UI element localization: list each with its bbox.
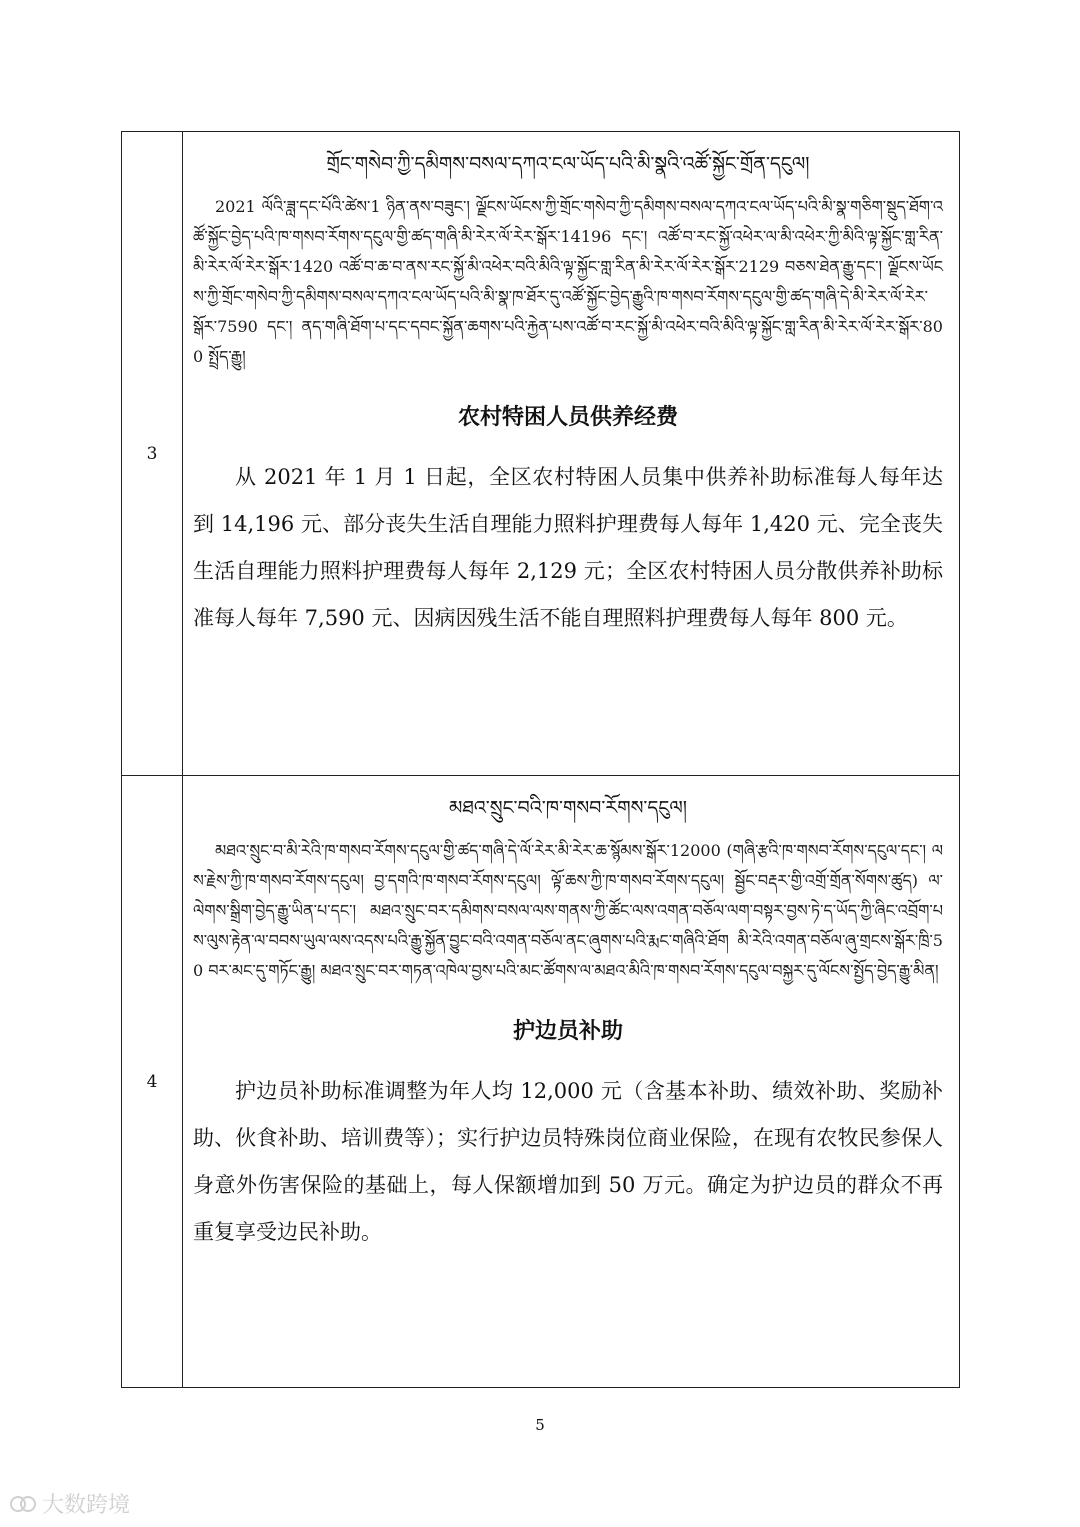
policy-table bbox=[121, 131, 960, 1388]
row-content bbox=[183, 776, 960, 1388]
watermark-text: 大数跨境 bbox=[42, 1493, 131, 1518]
chinese-title: 农村特困人员供养经费 bbox=[457, 404, 678, 430]
tibetan-title: མཐའ་སྲུང་བའི་ཁ་གསབ་རོགས་དངུལ། bbox=[449, 797, 687, 819]
watermark-logo-icon bbox=[10, 1494, 36, 1514]
tibetan-body: མཐའ་སྲུང་བ་མི་རེའི་ཁ་གསབ་རོགས་དངུལ་གྱི་ཚད་གཞི་དེ་ལོ་རེར་མི་རེར་ཆ་སྙོམས་སྒོར་12000 (གཞི་རྩའི་ཁ་གསབ་རོགས་དངུལ་དང་། ལས་རྗེས་ཀྱི་ཁ་གསབ་རོགས་དངུལ། བྱ་དགའི་ཁ་གསབ་རོགས་དངུལ། ལྟོ་ཆས་ཀྱི་ཁ་གསབ་རོགས་དངུལ། སྦྱོང་བརྡར་གྱི་འགྲོ་གྲོན་སོགས་ཚུད) ལ་ལེགས་སྒྲིག་བྱེད་རྒྱུ་ཡིན་པ་དང་། མཐའ་སྲུང་བར་དམིགས་བསལ་ལས་གནས་ཀྱི་ཚོང་ལས་འགན་བཅོལ་ལག་བསྟར་བྱས་ཏེ་ད་ཡོད་ཀྱི་ཞིང་འབྲོག་པས་ལུས་རྟེན་ལ་བབས་ཡུལ་ལས་འདས་པའི་རྒྱུ་སྐྱོན་བྱུང་བའི་འགན་བཅོལ་ནང་ཞུགས་པའི་རྨང་གཞིའི་ཐོག མི་རེའི་འགན་བཅོལ་ཞུ་གྲངས་སྒོར་ཁྲི་50 བར་མང་དུ་གཏོང་རྒྱུ། མཐའ་སྲུང་བར་གཏན་འཁེལ་བྱས་པའི་མང་ཚོགས་ལ་མཐའ་མིའི་ཁ་གསབ་རོགས་དངུལ་བསྐྱར་དུ་ལོངས་སྤྱོད་བྱེད་རྒྱུ་མིན། bbox=[193, 841, 943, 980]
row-number: 3 bbox=[122, 132, 183, 776]
table-row bbox=[122, 132, 960, 776]
chinese-body: 护边员补助标准调整为年人均 12,000 元（含基本补助、绩效补助、奖励补助、伙食补助、培训费等）；实行护边员特殊岗位商业保险，在现有农牧民参保人身意外伤害保险的基础上，每人保额增加到 50 万元。确定为护边员的群众不再重复享受边民补助。 bbox=[193, 1079, 943, 1244]
tibetan-title: གྲོང་གསེབ་ཀྱི་དམིགས་བསལ་དཀའ་ངལ་ཡོད་པའི་མི་སྣའི་འཚོ་སྐྱོང་གྲོན་དངུལ། bbox=[326, 153, 810, 175]
chinese-body: 从 2021 年 1 月 1 日起，全区农村特困人员集中供养补助标准每人每年达到 14,196 元、部分丧失生活自理能力照料护理费每人每年 1,420 元、完全丧失生活自理能力照料护理费每人每年 2,129 元；全区农村特困人员分散供养补助标准每人每年 7,590 元、因病因残生活不能自理照料护理费每人每年 800 元。 bbox=[193, 465, 943, 630]
row-number: 4 bbox=[122, 776, 183, 1388]
table-row bbox=[122, 776, 960, 1388]
watermark bbox=[10, 1488, 130, 1519]
row-content bbox=[183, 132, 960, 776]
tibetan-body: 2021 ལོའི་ཟླ་དང་པོའི་ཚེས་1 ཉིན་ནས་བཟུང་། ལྗོངས་ཡོངས་ཀྱི་གྲོང་གསེབ་ཀྱི་དམིགས་བསལ་དཀའ་ངལ་ཡོད་པའི་མི་སྣ་གཅིག་སྡུད་ཐོག་འཚོ་སྐྱོང་བྱེད་པའི་ཁ་གསབ་རོགས་དངུལ་གྱི་ཚད་གཞི་མི་རེར་ལོ་རེར་སྒོར་14196 དང་། འཚོ་བ་རང་སྐྱོ་འཕེར་ལ་མི་འཕེར་ཀྱི་མིའི་ལྟ་སྐྱོང་གླ་རིན་མི་རེར་ལོ་རེར་སྒོར་1420 འཚོ་བ་ཆ་བ་ནས་རང་སྐྱོ་མི་འཕེར་བའི་མིའི་ལྟ་སྐྱོང་གླ་རིན་མི་རེར་ལོ་རེར་སྒོར་2129 བཅས་ཐེན་རྒྱུ་དང་། ལྗོངས་ཡོངས་ཀྱི་གྲོང་གསེབ་ཀྱི་དམིགས་བསལ་དཀའ་ངལ་ཡོད་པའི་མི་སྣ་ཁ་ཐོར་དུ་འཚོ་སྐྱོང་བྱེད་རྒྱུའི་ཁ་གསབ་རོགས་དངུལ་གྱི་ཚད་གཞི་དེ་མི་རེར་ལོ་རེར་སྒོར་7590 དང་། ནད་གཞི་ཐོག་པ་དང་དབང་སྐྱོན་ཆགས་པའི་རྐྱེན་པས་འཚོ་བ་རང་སྐྱོ་མི་འཕེར་བའི་མིའི་ལྟ་སྐྱོང་གླ་རིན་མི་རེར་ལོ་རེར་སྒོར་800 སྤྲོད་རྒྱུ། bbox=[193, 197, 943, 366]
page-number: 5 bbox=[535, 1416, 545, 1434]
chinese-title: 护边员补助 bbox=[512, 1018, 623, 1044]
